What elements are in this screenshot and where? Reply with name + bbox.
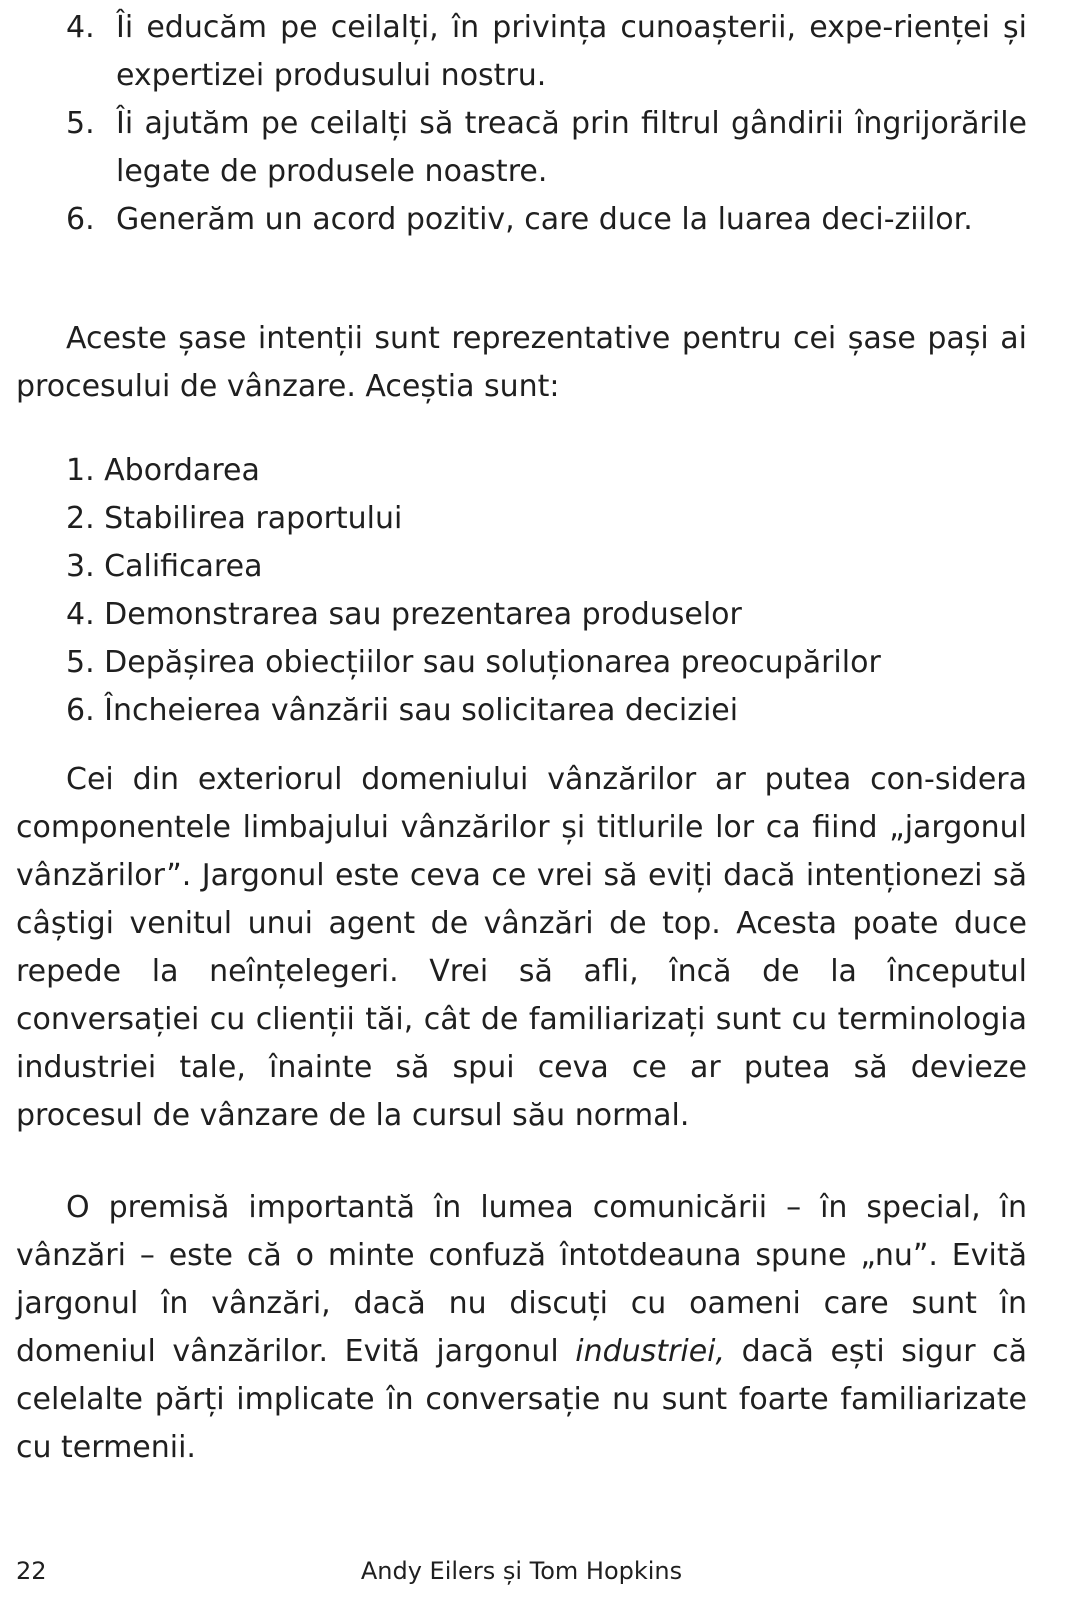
- list-item-number: 4.: [66, 10, 95, 45]
- list-item: [66, 100, 1027, 196]
- list-item-number: 6.: [66, 202, 95, 237]
- page-number: 22: [16, 1557, 47, 1585]
- sales-step-item: 3. Calificarea: [66, 549, 263, 584]
- list-item-text: Generăm un acord pozitiv, care duce la luarea deci-ziilor.: [116, 202, 973, 237]
- sales-step-item: 5. Depășirea obiecțiilor sau soluționarea preocupărilor: [66, 645, 881, 680]
- page-footer: [16, 1554, 1027, 1588]
- premise-paragraph: [16, 1184, 1027, 1472]
- premise-text-end: dacă ești sigur că celelalte părți implicate în conversație nu sunt foarte familiarizate cu termenii.: [16, 1334, 1027, 1465]
- premise-italic-word: industriei,: [575, 1334, 726, 1369]
- sales-step-item: 2. Stabilirea raportului: [66, 501, 403, 536]
- sales-step-item: 4. Demonstrarea sau prezentarea produselor: [66, 597, 742, 632]
- premise-text-start: O premisă importantă în lumea comunicării – în special, în vânzări – este că o minte confuză întotdeauna spune „nu”. Evită jargonul în vânzări, dacă nu discuți cu oameni care sunt în domeniul vânzărilor. Evită jargonul: [16, 1190, 1027, 1369]
- list-item-number: 5.: [66, 106, 95, 141]
- list-item-text: Îi educăm pe ceilalți, în privința cunoașterii, expe-rienței și expertizei produsului nostru.: [116, 10, 1027, 93]
- intro-paragraph: Aceste șase intenții sunt reprezentative pentru cei șase pași ai procesului de vânzare. Aceștia sunt:: [16, 321, 1027, 404]
- intentions-list-continued: [66, 4, 1027, 244]
- list-item: [66, 4, 1027, 100]
- jargon-paragraph: Cei din exteriorul domeniului vânzărilor ar putea con-sidera componentele limbajului vânzărilor și titlurile lor ca fiind „jargonul vânzărilor”. Jargonul este ceva ce vrei să eviți dacă intenționezi să câștigi venitul unui agent de vânzări de top. Acesta poate duce repede la neînțelegeri. Vrei să afli, încă de la începutul conversației cu clienții tăi, cât de familiarizați sunt cu terminologia industriei tale, înainte să spui ceva ce ar putea să devieze procesul de vânzare de la cursul său normal.: [16, 762, 1027, 1133]
- sales-step-item: 1. Abordarea: [66, 453, 260, 488]
- sales-steps-list: [66, 447, 881, 735]
- list-item: [66, 196, 1027, 244]
- footer-authors: Andy Eilers și Tom Hopkins: [360, 1557, 683, 1585]
- list-item-text: Îi ajutăm pe ceilalți să treacă prin filtrul gândirii îngrijorările legate de produsele noastre.: [116, 106, 1027, 189]
- sales-step-item: 6. Încheierea vânzării sau solicitarea deciziei: [66, 693, 739, 728]
